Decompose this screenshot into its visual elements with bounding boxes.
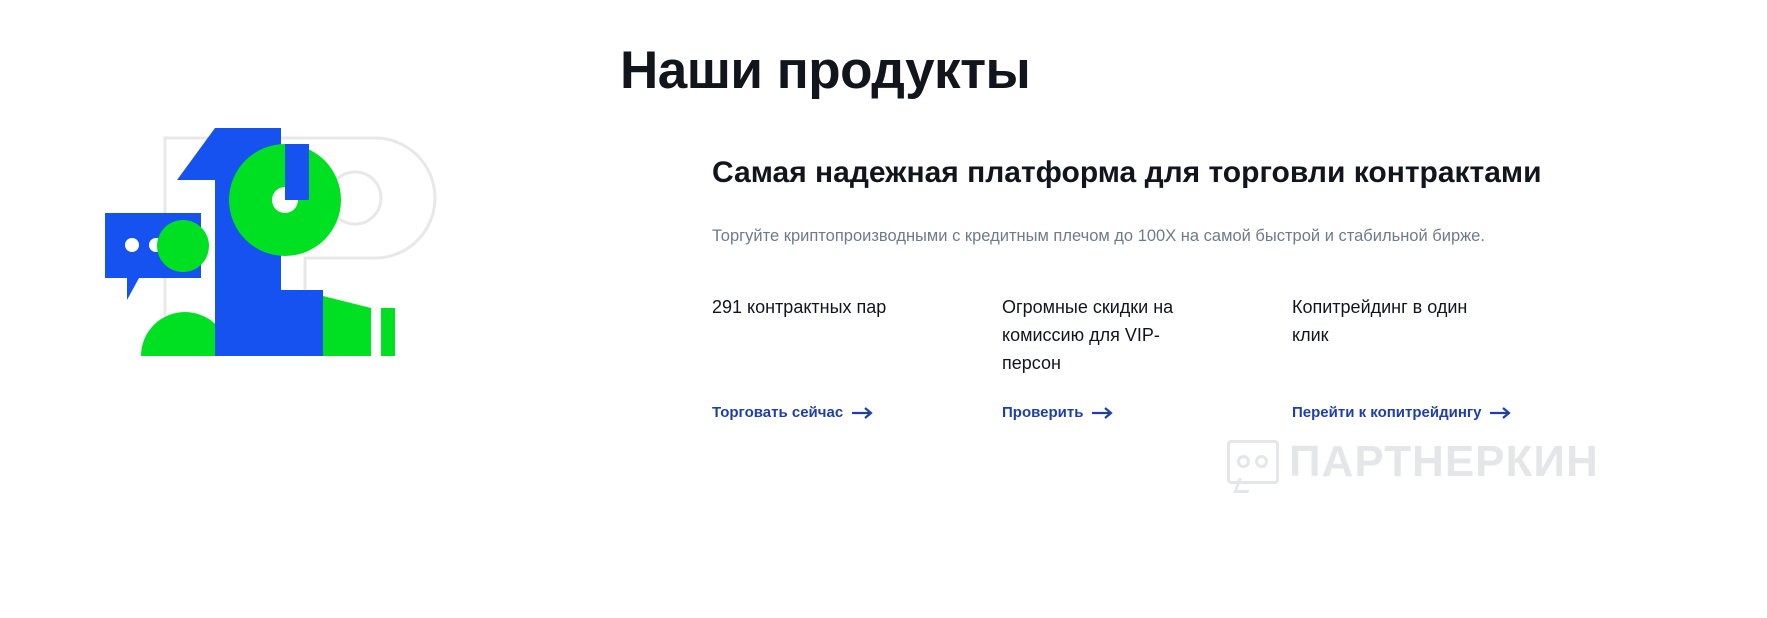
feature-link-check[interactable] bbox=[1002, 404, 1114, 421]
watermark-dot-right bbox=[1255, 455, 1268, 468]
arrow-right-icon bbox=[852, 406, 874, 420]
number-one-people-chat-illustration bbox=[105, 118, 505, 358]
products-content bbox=[712, 150, 1642, 422]
feature-link-label: Проверить bbox=[1002, 404, 1084, 422]
feature-link-trade-now[interactable] bbox=[712, 404, 874, 421]
arrow-right-icon bbox=[1092, 406, 1114, 420]
feature-list bbox=[712, 294, 1642, 422]
feature-link-label: Перейти к копитрейдингу bbox=[1292, 404, 1482, 422]
feature-title: Огромные скидки на комиссию для VIP-персон bbox=[1002, 297, 1174, 373]
watermark-text: ПАРТНЕРКИН bbox=[1289, 437, 1599, 486]
feature-title: Копитрейдинг в один клик bbox=[1292, 297, 1468, 345]
page-title: Наши продукты bbox=[620, 40, 1031, 100]
watermark bbox=[1227, 437, 1599, 487]
feature-link-copytrading[interactable] bbox=[1292, 404, 1512, 421]
section-headline: Самая надежная платформа для торговли контрактами bbox=[712, 156, 1542, 189]
arrow-right-icon bbox=[1490, 406, 1512, 420]
watermark-dot-left bbox=[1237, 455, 1250, 468]
watermark-logo-icon bbox=[1227, 440, 1279, 484]
feature-item bbox=[1002, 294, 1292, 422]
feature-item bbox=[712, 294, 1002, 422]
section-subtext: Торгуйте криптопроизводными с кредитным плечом до 100X на самой быстрой и стабильной бирже. bbox=[712, 226, 1485, 245]
feature-item bbox=[1292, 294, 1582, 422]
feature-title: 291 контрактных пар bbox=[712, 297, 887, 318]
feature-link-label: Торговать сейчас bbox=[712, 404, 844, 422]
